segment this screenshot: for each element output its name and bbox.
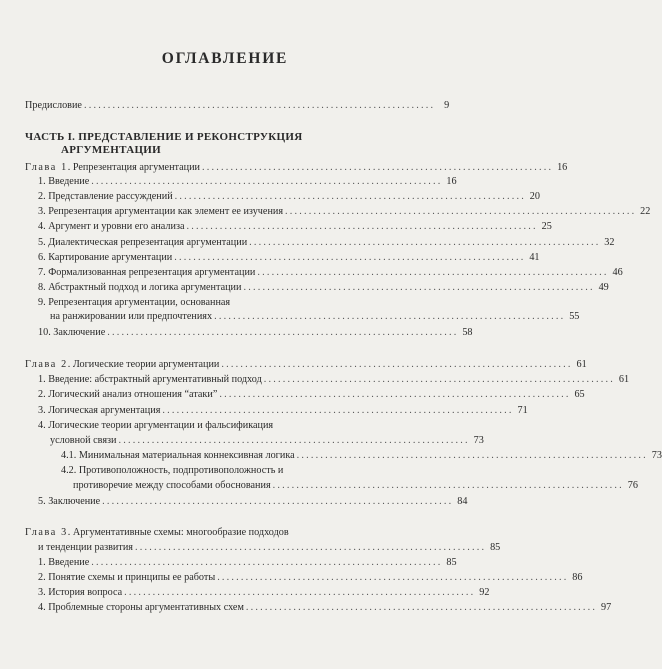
toc-entry[interactable] [50,435,484,447]
toc-entry[interactable] [38,374,630,386]
chapter-prefix: Глава 3 [25,527,68,538]
leader-dots: .......................................................................... [272,480,624,491]
leader-dots: .......................................................................... [174,252,526,263]
toc-page: 85 [446,557,457,568]
leader-dots: .......................................................................... [221,359,573,370]
leader-dots: .......................................................................... [245,602,598,613]
toc-page: 61 [618,374,630,385]
toc-page: 73 [473,435,484,446]
toc-page: 41 [529,252,540,263]
toc-label: 10. Заключение [38,327,106,338]
toc-page: 49 [598,282,609,293]
leader-dots: .......................................................................... [186,221,538,232]
leader-dots: .......................................................................... [83,100,436,111]
toc-page: 76 [627,480,638,491]
leader-dots: .......................................................................... [263,374,616,385]
toc-page: 16 [557,162,568,173]
toc-label: 7. Формализованная репрезентация аргументации [38,267,256,278]
toc-page: 20 [529,191,540,202]
chapter-title: . Аргументативные схемы: многообразие подходов [67,527,289,538]
leader-dots: .......................................................................... [214,311,566,322]
toc-entry[interactable] [38,557,457,569]
toc-chapter-1[interactable] [25,162,568,174]
toc-page: 9 [444,100,450,111]
toc-label: 4. Проблемные стороны аргументативных схем [38,602,244,613]
toc-page: 97 [601,602,612,613]
toc-chapter-3[interactable] [38,542,501,554]
toc-page: 84 [457,496,468,507]
toc-label: 2. Представление рассуждений [38,191,173,202]
toc-page: 25 [541,221,552,232]
toc-chapter-2[interactable] [25,359,587,371]
toc-label: 4. Аргумент и уровни его анализа [38,221,185,232]
toc-label: 4.2. Противоположность, подпротивоположность и [61,465,284,476]
toc-page: 65 [574,389,585,400]
toc-entry[interactable] [38,327,473,339]
toc-label: 6. Картирование аргументации [38,252,173,263]
leader-dots: .......................................................................... [91,557,443,568]
toc-entry[interactable] [38,267,623,279]
leader-dots: .......................................................................... [285,206,637,217]
leader-dots: .......................................................................... [91,176,443,187]
toc-entry[interactable] [61,450,662,462]
part-heading: ЧАСТЬ I. ПРЕДСТАВЛЕНИЕ И РЕКОНСТРУКЦИЯ [25,131,303,143]
toc-entry[interactable] [50,311,580,323]
toc-label: 4.1. Минимальная материальная коннексивная логика [61,450,295,461]
toc-entry[interactable] [38,587,490,599]
toc-label: 5. Диалектическая репрезентация аргументации [38,237,248,248]
toc-label: 1. Введение: абстрактный аргументативный подход [38,374,262,385]
part-heading-cont: АРГУМЕНТАЦИИ [61,144,162,156]
leader-dots: .......................................................................... [243,282,595,293]
toc-page: 16 [446,176,457,187]
toc-entry[interactable] [73,480,638,492]
toc-page: 58 [462,327,473,338]
toc-page: 46 [612,267,623,278]
leader-dots: .......................................................................... [257,267,609,278]
toc-label: Предисловие [25,100,82,111]
toc-label: 2. Понятие схемы и принципы ее работы [38,572,216,583]
toc-page: 61 [576,359,587,370]
toc-chapter-3-title[interactable] [25,527,289,539]
toc-label: противоречие между способами обоснования [73,480,271,491]
chapter-prefix: Глава 2 [25,359,68,370]
leader-dots: .......................................................................... [118,435,470,446]
toc-entry[interactable] [38,191,540,203]
toc-label: 1. Введение [38,176,90,187]
chapter-prefix: Глава 1 [25,162,68,173]
toc-entry[interactable] [38,282,609,294]
leader-dots: .......................................................................... [217,572,569,583]
leader-dots: .......................................................................... [296,450,648,461]
toc-entry[interactable] [38,405,528,417]
leader-dots: .......................................................................... [162,405,514,416]
leader-dots: .......................................................................... [249,237,601,248]
chapter-title-cont: и тенденции развития [38,542,133,553]
toc-entry[interactable] [38,221,552,233]
leader-dots: .......................................................................... [124,587,476,598]
leader-dots: .......................................................................... [201,162,554,173]
toc-label: 3. История вопроса [38,587,123,598]
toc-label: 4. Логические теории аргументации и фальсификация [38,420,274,431]
toc-label: 8. Абстрактный подход и логика аргументации [38,282,242,293]
leader-dots: .......................................................................... [219,389,571,400]
toc-page: 55 [569,311,580,322]
toc-page: 22 [640,206,651,217]
leader-dots: .......................................................................... [107,327,459,338]
toc-page: 71 [517,405,528,416]
toc-page: 32 [604,237,615,248]
toc-label: 5. Заключение [38,496,101,507]
toc-label: 2. Логический анализ отношения “атаки” [38,389,218,400]
chapter-title: . Логические теории аргументации [67,359,220,370]
toc-entry[interactable] [38,602,612,614]
leader-dots: .......................................................................... [102,496,454,507]
toc-entry[interactable] [38,252,540,264]
page-title: ОГЛАВЛЕНИЕ [161,50,289,67]
toc-page: 92 [479,587,490,598]
toc-label: 9. Репрезентация аргументации, основанная [38,297,231,308]
toc-entry[interactable] [38,389,585,401]
toc-page: 73 [651,450,662,461]
toc-label: на ранжировании или предпочтениях [50,311,213,322]
chapter-title: . Репрезентация аргументации [67,162,200,173]
leader-dots: .......................................................................... [134,542,487,553]
toc-label: 3. Репрезентация аргументации как элемент ее изучения [38,206,284,217]
toc-label: 1. Введение [38,557,90,568]
toc-page: 85 [490,542,501,553]
toc-entry[interactable] [38,572,583,584]
leader-dots: .......................................................................... [174,191,526,202]
toc-entry[interactable] [38,176,457,188]
toc-label: условной связи [50,435,117,446]
toc-entry[interactable] [38,496,468,508]
toc-entry-preface[interactable] [25,100,450,112]
toc-entry[interactable] [38,206,651,218]
toc-label: 3. Логическая аргументация [38,405,161,416]
toc-entry[interactable] [38,237,615,249]
toc-page: 86 [572,572,583,583]
